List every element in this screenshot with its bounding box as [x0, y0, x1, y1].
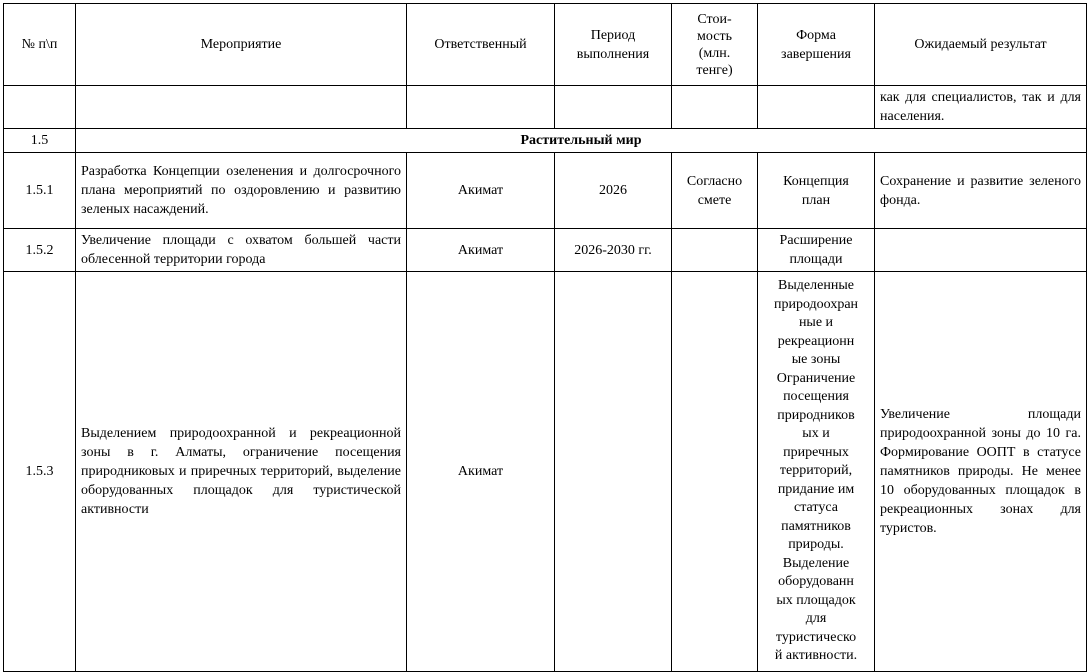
cell-empty	[407, 86, 555, 129]
row-event: Увеличение площади с охватом большей части облесенной территории города	[76, 229, 407, 272]
row-period: 2026	[555, 153, 672, 229]
events-table	[3, 3, 1087, 672]
table-row	[4, 153, 1087, 229]
row-form: Концепция план	[758, 153, 875, 229]
continuation-row	[4, 86, 1087, 129]
row-form: Выделенные природоохран ные и рекреационн ые зоны Ограничение посещения природников ых и приречных территорий, придание им статуса памятников природы. Выделение оборудованн ых площадок для туристическо й активности.	[758, 272, 875, 672]
row-event: Разработка Концепции озеленения и долгосрочного плана мероприятий по оздоровлению и развитию зеленых насаждений.	[76, 153, 407, 229]
header-form: Форма завершения	[758, 4, 875, 86]
cell-empty	[758, 86, 875, 129]
row-num: 1.5.1	[4, 153, 76, 229]
header-period: Период выполнения	[555, 4, 672, 86]
table-row	[4, 229, 1087, 272]
row-event: Выделением природоохранной и рекреационной зоны в г. Алматы, ограничение посещения природниковых и приречных территорий, выделение оборудованных площадок для туристической активности	[76, 272, 407, 672]
row-num: 1.5.3	[4, 272, 76, 672]
header-cost: Стои- мость (млн. тенге)	[672, 4, 758, 86]
cell-empty	[76, 86, 407, 129]
header-num: № п\п	[4, 4, 76, 86]
row-num: 1.5.2	[4, 229, 76, 272]
table-header-row	[4, 4, 1087, 86]
header-responsible: Ответственный	[407, 4, 555, 86]
row-cost	[672, 272, 758, 672]
section-num: 1.5	[4, 129, 76, 153]
row-period: 2026-2030 гг.	[555, 229, 672, 272]
row-cost	[672, 229, 758, 272]
section-row	[4, 129, 1087, 153]
row-period	[555, 272, 672, 672]
section-title: Растительный мир	[76, 129, 1087, 153]
row-result: Сохранение и развитие зеленого фонда.	[875, 153, 1087, 229]
table-row	[4, 272, 1087, 672]
cell-empty	[4, 86, 76, 129]
row-result: Увеличение площади природоохранной зоны до 10 га. Формирование ООПТ в статусе памятников природы. Не менее 10 оборудованных площадок в рекреационных зонах для туристов.	[875, 272, 1087, 672]
cell-empty	[672, 86, 758, 129]
header-result: Ожидаемый результат	[875, 4, 1087, 86]
row-responsible: Акимат	[407, 272, 555, 672]
row-result	[875, 229, 1087, 272]
row-form: Расширение площади	[758, 229, 875, 272]
cell-empty	[555, 86, 672, 129]
row-responsible: Акимат	[407, 229, 555, 272]
continuation-result: как для специалистов, так и для населения.	[875, 86, 1087, 129]
row-cost: Согласно смете	[672, 153, 758, 229]
row-responsible: Акимат	[407, 153, 555, 229]
header-event: Мероприятие	[76, 4, 407, 86]
